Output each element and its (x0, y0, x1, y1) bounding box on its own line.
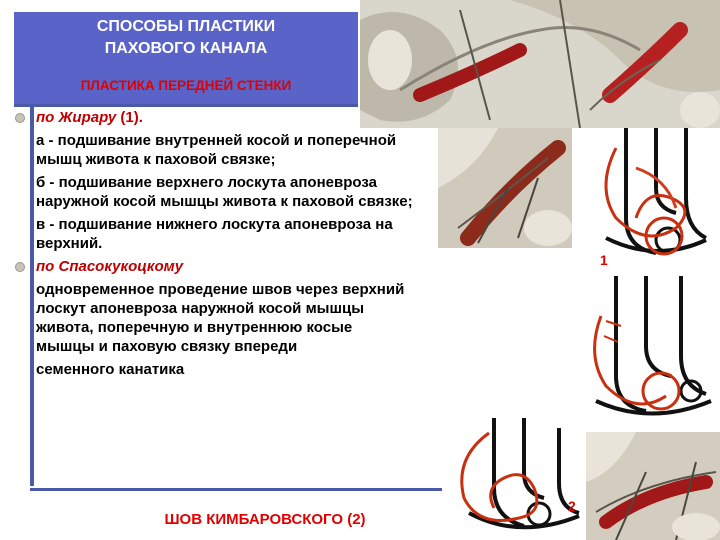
footer-caption: ШОВ КИМБАРОВСКОГО (2) (164, 511, 366, 528)
surgery-photo-bottom (586, 432, 720, 540)
method-girard-name: по Жирару (36, 109, 117, 126)
text-content (14, 108, 414, 383)
surgery-photo-middle (438, 128, 572, 248)
bullet-icon (16, 114, 24, 122)
bullet-icon (16, 263, 24, 271)
method-spasokukotsky (14, 257, 414, 276)
method-girard (14, 108, 414, 127)
step-c: в - подшивание нижнего лоскута апоневроза на верхний. (36, 216, 393, 252)
figure-label-2: 2 (568, 498, 576, 514)
step-a: а - подшивание внутренней косой и поперечной мышц живота к паховой связке; (36, 132, 397, 168)
bottom-rule (30, 488, 442, 491)
header-separator (14, 104, 358, 107)
title-line-2: ПАХОВОГО КАНАЛА (104, 40, 268, 57)
figure-label-1: 1 (600, 252, 608, 268)
diagram-spasokukotsky (576, 276, 720, 432)
title-line-1: СПОСОБЫ ПЛАСТИКИ (96, 18, 276, 35)
method-spasokukotsky-tail: семенного канатика (36, 361, 185, 378)
surgery-photo-top (360, 0, 720, 128)
method-girard-ref: (1). (116, 109, 143, 126)
diagram-kimbarovsky (444, 418, 584, 540)
method-spasokukotsky-name: по Спасокукоцкому (36, 258, 184, 275)
diagram-girard (576, 128, 720, 274)
slide-subtitle: ПЛАСТИКА ПЕРЕДНЕЙ СТЕНКИ (80, 78, 292, 93)
slide-title (14, 16, 358, 60)
method-spasokukotsky-desc: одновременное проведение швов через верхний лоскут апоневроза наружной косой мышцы живота, поперечную и внутреннюю косые мышцы и паховую связку впереди (36, 281, 405, 355)
step-b: б - подшивание верхнего лоскута апоневроза наружной косой мышцы живота к паховой связке; (36, 174, 413, 210)
